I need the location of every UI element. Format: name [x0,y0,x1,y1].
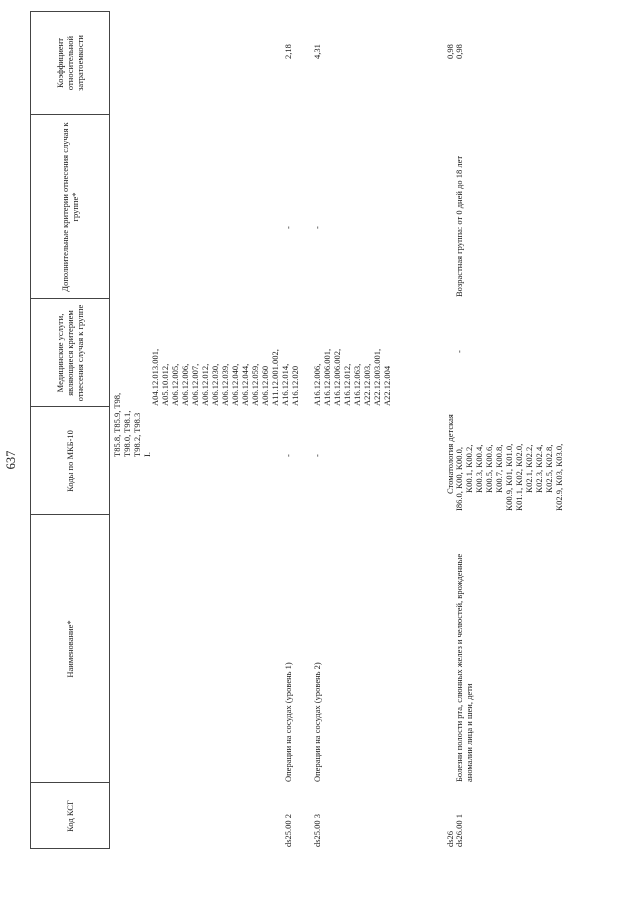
service-code: A11.12.001.002, [270,349,280,406]
service-code: A22.12.004 [382,365,392,406]
row-code-ds25-002: ds25.00 2 [283,813,293,847]
header-bottom-border [109,11,110,849]
icd-line: K00.1, K00.2, [464,444,474,493]
header-coefficient: Коэффициент относительной затратоемкости [55,35,85,91]
header-services: Медицинские услуги, являющиеся критерием отнесения случая к группе [55,304,85,402]
col-divider [30,848,110,849]
service-code: A06.12.059, [250,363,260,406]
icd-line: K00.3, K00.4, [474,444,484,493]
row-name-ds25-003: Операции на сосудах (уровень 2) [312,662,322,782]
row-coefficient-ds25-003: 4,31 [312,44,322,59]
icd-line: K02.3, K02.4, [534,444,544,493]
icd-line: K01.1, K02, K02.0, [514,443,524,511]
row-coefficient-ds25-002: 2,18 [283,44,293,59]
icd-line: K00.5, K00.6, [484,444,494,493]
icd-line: I86.0, K00, K00.0, [454,447,464,511]
service-code: A06.12.044, [240,363,250,406]
service-code: A06.12.007, [190,363,200,406]
icd-line: K00.9, K01, K01.0, [504,443,514,511]
service-code: A22.12.003.001, [372,348,382,406]
ksg-table [30,11,571,849]
icd-line: I. [142,452,152,457]
icd-line: K02.9, K03, K03.0, [554,443,564,511]
header-name: Наименование* [65,620,75,678]
row-code-ds26: ds26 [445,830,455,847]
row-icd-ds26-001 [454,444,564,511]
row-code-ds25-003: ds25.00 3 [312,813,322,847]
table-row-continuation-icd [112,393,152,457]
header-criteria: Дополнительные критерии отнесения случая к группе* [60,122,80,292]
row-icd-ds25-003: - [312,454,322,457]
col-divider [30,514,110,515]
service-code: A16.12.014, [280,363,290,406]
page-number: 637 [4,450,18,470]
col-divider [30,782,110,783]
col-divider [30,114,110,115]
service-code: A16.12.006, [312,363,322,406]
icd-line: K00.7, K00.8, [494,444,504,493]
service-code: A05.10.012, [160,363,170,406]
row-services-ds25-003 [312,349,392,406]
row-services-ds26-001: - [454,350,464,353]
row-criteria-ds26-001: Возрастная группа: от 0 дней до 18 лет [454,155,464,297]
row-criteria-ds25-002: - [283,226,293,229]
table-top-border [30,11,31,849]
icd-line: T98.0, T98.1, [122,410,132,457]
service-code: A06.12.006, [180,363,190,406]
row-criteria-ds25-003: - [312,226,322,229]
header-icd: Коды по МКБ-10 [65,430,75,492]
service-code: A16.12.006.001, [322,348,332,406]
service-code: A06.12.005, [170,363,180,406]
icd-line: T85.8, T85.9, T98, [112,392,122,457]
service-code: A16.12.012, [342,363,352,406]
col-divider [30,298,110,299]
row-icd-ds25-002: - [283,454,293,457]
service-code: A06.12.012, [200,363,210,406]
header-code: Код КСГ [65,800,75,832]
row-name-ds25-002: Операции на сосудах (уровень 1) [283,662,293,782]
service-code: A16.12.063, [352,363,362,406]
row-coefficient-ds26: 0,98 [445,44,455,59]
service-code: A06.12.060 [260,365,270,406]
service-code: A04.12.013.001, [150,348,160,406]
service-code: A22.12.003, [362,363,372,406]
row-name-ds26-001: Болезни полости рта, слюнных желез и челюстей, врожденные аномалии лица и шеи, дети [454,553,474,782]
service-code: A16.12.020 [290,365,300,406]
service-code: A06.12.040, [230,363,240,406]
row-coefficient-ds26-001: 0,98 [454,44,464,59]
col-divider [30,406,110,407]
service-code: A06.12.030, [210,363,220,406]
icd-line: T98.2, T98.3 [132,412,142,457]
row-code-ds26-001: ds26.00 1 [454,813,464,847]
icd-line: K02.5, K02.8, [544,444,554,493]
service-code: A06.12.039, [220,363,230,406]
service-code: A16.12.006.002, [332,348,342,406]
icd-line: K02.1, K02.2, [524,444,534,493]
row-services-ds25-002 [150,349,300,406]
section-title-pediatric-dentistry: Стоматология детская [445,414,455,494]
